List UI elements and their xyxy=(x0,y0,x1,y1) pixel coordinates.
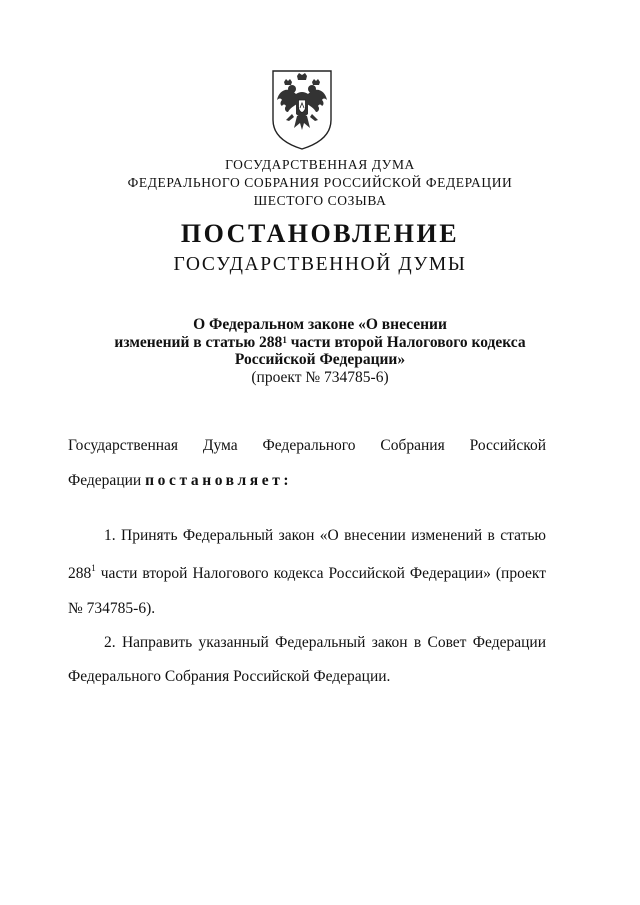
item-1-line-1: 1. Принять Федеральный закон «О внесении изменений в статью xyxy=(104,527,546,544)
item-1-line-2-text: части второй Налогового кодекса Российской Федерации» (проект xyxy=(95,565,546,582)
subject-line-1: О Федеральном законе «О внесении xyxy=(193,316,447,333)
item-1-line-2 xyxy=(68,565,546,583)
subject-line-3: Российской Федерации» xyxy=(234,351,406,368)
issuer-line-1: ГОСУДАРСТВЕННАЯ ДУМА xyxy=(225,157,415,172)
subject-article-superscript: 1 xyxy=(282,334,287,345)
item-1-article-superscript: 1 xyxy=(91,563,96,573)
issuer-block xyxy=(0,156,640,210)
subject-line-2-start: изменений в статью 288 xyxy=(114,333,283,351)
document-type-title: ПОСТАНОВЛЕНИЕ xyxy=(180,219,460,248)
subject-line-2 xyxy=(0,334,640,352)
item-1-article-number: 288 xyxy=(68,565,92,582)
preamble-country: Федерации xyxy=(68,472,146,489)
subject-line-2-end: части второй Налогового кодекса xyxy=(286,333,526,351)
item-1-line-3: № 734785-6). xyxy=(68,600,156,617)
item-2-line-1: 2. Направить указанный Федеральный закон в Совет Федерации xyxy=(104,634,546,651)
preamble-line-2 xyxy=(68,472,546,490)
item-2-line-2: Федерального Собрания Российской Федерации. xyxy=(68,668,391,685)
subject-draft-number: (проект № 734785-6) xyxy=(251,368,389,386)
preamble-line-1: Государственная Дума Федерального Собрания Российской xyxy=(68,437,546,454)
issuer-line-3: ШЕСТОГО СОЗЫВА xyxy=(253,193,387,208)
russian-coat-of-arms-icon xyxy=(270,68,334,152)
issuer-line-2: ФЕДЕРАЛЬНОГО СОБРАНИЯ РОССИЙСКОЙ ФЕДЕРАЦИИ xyxy=(127,175,513,190)
preamble-decrees: постановляет: xyxy=(145,472,293,489)
document-subject xyxy=(0,316,640,386)
document-issuer-title: ГОСУДАРСТВЕННОЙ ДУМЫ xyxy=(173,254,467,275)
